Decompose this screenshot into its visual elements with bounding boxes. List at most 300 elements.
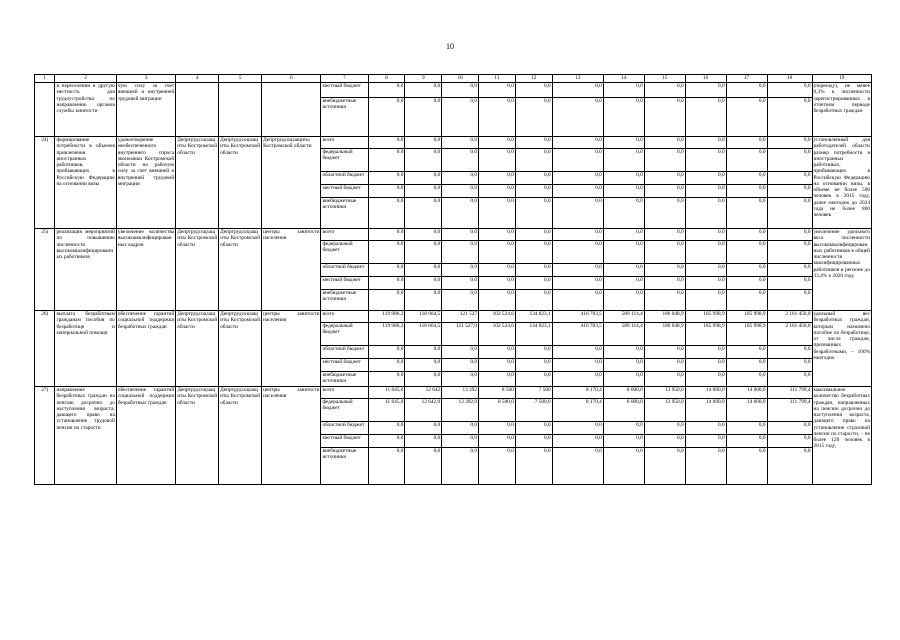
funding-value-cell: 0,0 bbox=[767, 435, 812, 448]
funding-value-cell: 121 527 bbox=[442, 311, 479, 323]
funding-value-cell: 13 950,0 bbox=[644, 387, 685, 399]
funding-value-cell: 0,0 bbox=[479, 198, 516, 229]
funding-value-cell: 0,0 bbox=[644, 448, 685, 485]
funding-value-cell: 0,0 bbox=[479, 229, 516, 241]
funding-value-cell: 0,0 bbox=[368, 198, 405, 229]
funding-value-cell: 0,0 bbox=[767, 98, 812, 137]
funding-source-cell: федеральный бюджет bbox=[321, 241, 368, 264]
executor-cell: центры занятости населения bbox=[262, 387, 321, 485]
funding-value-cell: 0,0 bbox=[767, 137, 812, 149]
funding-value-cell: 0,0 bbox=[515, 83, 552, 98]
funding-value-cell: 0,0 bbox=[515, 98, 552, 137]
funding-value-cell: 0,0 bbox=[405, 277, 442, 290]
funding-value-cell: 0,0 bbox=[644, 372, 685, 387]
funding-value-cell: 8 500,0 bbox=[479, 399, 516, 422]
executor-cell: Депртрудсоцзащиты Костромской области bbox=[262, 137, 321, 229]
column-number-cell: 12 bbox=[515, 75, 552, 83]
funding-source-cell: всего bbox=[321, 311, 368, 323]
funding-value-cell: 0,0 bbox=[442, 277, 479, 290]
item-number-cell: 26) bbox=[35, 311, 55, 387]
page-number: 10 bbox=[446, 42, 454, 51]
funding-value-cell: 0,0 bbox=[685, 290, 726, 311]
activity-name-cell: реализация мероприятий по повышению численности высококвалифицированных работников bbox=[55, 229, 116, 311]
funding-value-cell: 0,0 bbox=[767, 264, 812, 277]
funding-value-cell: 0,0 bbox=[726, 435, 767, 448]
funding-value-cell: 0,0 bbox=[603, 359, 644, 372]
funding-value-cell: 0,0 bbox=[767, 149, 812, 172]
funding-value-cell: 0,0 bbox=[515, 264, 552, 277]
funding-value-cell: 0,0 bbox=[368, 98, 405, 137]
funding-value-cell: 0,0 bbox=[405, 241, 442, 264]
expected-result-cell: (переезду), не менее 0,3% к численности зарегистрированных в отчетном периоде безработных граждан bbox=[812, 83, 871, 137]
funding-value-cell: 0,0 bbox=[603, 185, 644, 198]
funding-value-cell: 0,0 bbox=[644, 264, 685, 277]
funding-value-cell: 0,0 bbox=[685, 241, 726, 264]
funding-value-cell: 14 000,0 bbox=[685, 387, 726, 399]
funding-value-cell: 0,0 bbox=[515, 448, 552, 485]
funding-value-cell: 0,0 bbox=[644, 346, 685, 359]
activity-goal-cell: чую силу за счет внешней и внутренней трудовой миграции bbox=[116, 83, 175, 137]
funding-value-cell: 185 998,9 bbox=[685, 323, 726, 346]
column-number-cell: 7 bbox=[321, 75, 368, 83]
funding-value-cell: 11 645,0 bbox=[368, 399, 405, 422]
executor-cell: Депртрудсоцзащиты Костромской области bbox=[219, 387, 262, 485]
funding-value-cell: 0,0 bbox=[515, 372, 552, 387]
funding-value-cell: 119 986,2 bbox=[368, 323, 405, 346]
funding-source-cell: областной бюджет bbox=[321, 264, 368, 277]
funding-value-cell: 0,0 bbox=[767, 241, 812, 264]
funding-source-cell: внебюджетные источники bbox=[321, 98, 368, 137]
column-number-cell: 9 bbox=[405, 75, 442, 83]
funding-value-cell: 0,0 bbox=[405, 98, 442, 137]
funding-value-cell: 0,0 bbox=[726, 448, 767, 485]
funding-value-cell: 416 783,5 bbox=[552, 311, 603, 323]
funding-value-cell: 0,0 bbox=[405, 185, 442, 198]
column-number-cell: 8 bbox=[368, 75, 405, 83]
funding-value-cell: 0,0 bbox=[726, 198, 767, 229]
funding-value-cell: 0,0 bbox=[685, 372, 726, 387]
funding-value-cell: 0,0 bbox=[603, 448, 644, 485]
funding-value-cell: 2 161 450,0 bbox=[767, 323, 812, 346]
funding-value-cell: 0,0 bbox=[368, 290, 405, 311]
funding-value-cell: 102 524,6 bbox=[479, 323, 516, 346]
funding-value-cell: 0,0 bbox=[368, 448, 405, 485]
funding-source-cell: всего bbox=[321, 229, 368, 241]
funding-value-cell: 0,0 bbox=[644, 137, 685, 149]
funding-value-cell: 0,0 bbox=[603, 83, 644, 98]
funding-value-cell: 13 392,0 bbox=[442, 399, 479, 422]
funding-value-cell: 0,0 bbox=[726, 422, 767, 435]
funding-value-cell: 0,0 bbox=[442, 229, 479, 241]
funding-value-cell: 0,0 bbox=[442, 172, 479, 185]
funding-value-cell: 185 998,9 bbox=[685, 311, 726, 323]
funding-value-cell: 13 392 bbox=[442, 387, 479, 399]
funding-value-cell: 0,0 bbox=[685, 448, 726, 485]
funding-value-cell: 0,0 bbox=[767, 359, 812, 372]
funding-value-cell: 0,0 bbox=[368, 277, 405, 290]
funding-value-cell: 0,0 bbox=[552, 346, 603, 359]
funding-value-cell: 2 161 450,0 bbox=[767, 311, 812, 323]
funding-value-cell: 0,0 bbox=[644, 277, 685, 290]
funding-value-cell: 0,0 bbox=[442, 346, 479, 359]
column-number-cell: 13 bbox=[552, 75, 603, 83]
activity-name-cell: в переселении в другую местность для трудоустройства по направлению органов службы занятости bbox=[55, 83, 116, 137]
funding-value-cell: 0,0 bbox=[479, 346, 516, 359]
funding-value-cell: 134 823,1 bbox=[515, 311, 552, 323]
funding-value-cell: 0,0 bbox=[644, 290, 685, 311]
funding-source-cell: областной бюджет bbox=[321, 346, 368, 359]
funding-value-cell: 0,0 bbox=[552, 137, 603, 149]
funding-value-cell: 0,0 bbox=[368, 435, 405, 448]
funding-value-cell: 0,0 bbox=[552, 229, 603, 241]
funding-source-cell: внебюджетные источники bbox=[321, 198, 368, 229]
activity-goal-cell: обеспечение гарантий социальной поддержки безработных граждан bbox=[116, 311, 175, 387]
funding-value-cell: 0,0 bbox=[442, 83, 479, 98]
executor-cell: центры занятости населения bbox=[262, 229, 321, 311]
funding-value-cell: 0,0 bbox=[442, 241, 479, 264]
funding-value-cell: 0,0 bbox=[767, 372, 812, 387]
executor-cell: Депртрудсоцзащиты Костромской области bbox=[176, 229, 219, 311]
executor-cell bbox=[219, 83, 262, 137]
funding-value-cell: 0,0 bbox=[442, 149, 479, 172]
activity-name-cell: формирование потребности в объемов привлечения иностранных работников, прибывающих в Российскую Федерацию на основании визы bbox=[55, 137, 116, 229]
funding-source-cell: областной бюджет bbox=[321, 172, 368, 185]
column-number-cell: 1 bbox=[35, 75, 55, 83]
funding-value-cell: 0,0 bbox=[479, 241, 516, 264]
funding-value-cell: 0,0 bbox=[552, 241, 603, 264]
funding-value-cell: 0,0 bbox=[685, 359, 726, 372]
funding-value-cell: 0,0 bbox=[552, 264, 603, 277]
funding-value-cell: 0,0 bbox=[644, 149, 685, 172]
funding-value-cell: 0,0 bbox=[442, 264, 479, 277]
item-number-cell: 27) bbox=[35, 387, 55, 485]
executor-cell: Депртрудсоцзащиты Костромской области bbox=[219, 311, 262, 387]
funding-source-cell: местный бюджет bbox=[321, 185, 368, 198]
funding-value-cell: 12 642,0 bbox=[405, 399, 442, 422]
funding-value-cell: 0,0 bbox=[405, 198, 442, 229]
funding-source-cell: местный бюджет bbox=[321, 83, 368, 98]
funding-value-cell: 0,0 bbox=[685, 422, 726, 435]
funding-value-cell: 0,0 bbox=[644, 229, 685, 241]
executor-cell: Депртрудсоцзащиты Костромской области bbox=[219, 229, 262, 311]
funding-value-cell: 0,0 bbox=[685, 83, 726, 98]
funding-value-cell: 8 170,4 bbox=[552, 399, 603, 422]
funding-value-cell: 0,0 bbox=[442, 185, 479, 198]
funding-value-cell: 0,0 bbox=[405, 372, 442, 387]
funding-value-cell: 0,0 bbox=[726, 83, 767, 98]
executor-cell bbox=[176, 83, 219, 137]
funding-value-cell: 0,0 bbox=[726, 277, 767, 290]
funding-value-cell: 0,0 bbox=[644, 98, 685, 137]
item-number-cell bbox=[35, 83, 55, 137]
funding-value-cell: 0,0 bbox=[767, 229, 812, 241]
funding-value-cell: 0,0 bbox=[442, 290, 479, 311]
funding-source-cell: внебюджетные источники bbox=[321, 372, 368, 387]
funding-value-cell: 0,0 bbox=[603, 372, 644, 387]
funding-value-cell: 589 114,4 bbox=[603, 323, 644, 346]
funding-value-cell: 0,0 bbox=[552, 372, 603, 387]
funding-value-cell: 0,0 bbox=[368, 372, 405, 387]
funding-value-cell: 0,0 bbox=[603, 264, 644, 277]
funding-value-cell: 0,0 bbox=[552, 359, 603, 372]
column-number-cell: 14 bbox=[603, 75, 644, 83]
funding-value-cell: 0,0 bbox=[479, 422, 516, 435]
funding-value-cell: 0,0 bbox=[479, 137, 516, 149]
column-number-row bbox=[35, 75, 872, 83]
funding-value-cell: 0,0 bbox=[726, 290, 767, 311]
program-activities-table bbox=[34, 74, 872, 485]
funding-value-cell: 8 000,0 bbox=[603, 387, 644, 399]
expected-result-cell: установленный для работодателей области размер потребности в иностранных работниках, прибывающих в Российскую Федерацию на основании визы, в объеме не более 500 человек в 2015 году, далее ежегодно до 2024 года не более 800 человек bbox=[812, 137, 871, 229]
funding-value-cell: 0,0 bbox=[552, 83, 603, 98]
funding-value-cell: 0,0 bbox=[368, 149, 405, 172]
funding-value-cell: 0,0 bbox=[767, 290, 812, 311]
funding-value-cell: 0,0 bbox=[767, 83, 812, 98]
funding-value-cell: 8 000,0 bbox=[603, 399, 644, 422]
funding-value-cell: 0,0 bbox=[603, 149, 644, 172]
funding-value-cell: 0,0 bbox=[685, 435, 726, 448]
funding-value-cell: 0,0 bbox=[479, 172, 516, 185]
funding-value-cell: 0,0 bbox=[515, 198, 552, 229]
funding-value-cell: 0,0 bbox=[644, 422, 685, 435]
funding-value-cell: 0,0 bbox=[405, 172, 442, 185]
column-number-cell: 19 bbox=[812, 75, 871, 83]
funding-value-cell: 0,0 bbox=[552, 277, 603, 290]
funding-value-cell: 0,0 bbox=[726, 241, 767, 264]
funding-value-cell: 0,0 bbox=[552, 435, 603, 448]
funding-value-cell: 0,0 bbox=[767, 346, 812, 359]
executor-cell: центры занятости населения bbox=[262, 311, 321, 387]
funding-value-cell: 0,0 bbox=[767, 198, 812, 229]
funding-value-cell: 0,0 bbox=[368, 241, 405, 264]
executor-cell: Депртрудсоцзащиты Костромской области bbox=[176, 387, 219, 485]
funding-value-cell: 0,0 bbox=[479, 435, 516, 448]
funding-value-cell: 0,0 bbox=[442, 372, 479, 387]
item-number-cell: 24) bbox=[35, 137, 55, 229]
funding-value-cell: 0,0 bbox=[405, 137, 442, 149]
funding-value-cell: 111 799,4 bbox=[767, 399, 812, 422]
funding-value-cell: 0,0 bbox=[603, 198, 644, 229]
executor-cell bbox=[262, 83, 321, 137]
item-number-cell: 25) bbox=[35, 229, 55, 311]
funding-value-cell: 0,0 bbox=[603, 435, 644, 448]
funding-value-cell: 0,0 bbox=[515, 229, 552, 241]
funding-value-cell: 0,0 bbox=[603, 229, 644, 241]
column-number-cell: 11 bbox=[479, 75, 516, 83]
funding-value-cell: 0,0 bbox=[644, 172, 685, 185]
funding-value-cell: 0,0 bbox=[479, 264, 516, 277]
funding-value-cell: 0,0 bbox=[368, 185, 405, 198]
funding-source-cell: внебюджетные источники bbox=[321, 290, 368, 311]
column-number-cell: 15 bbox=[644, 75, 685, 83]
funding-value-cell: 186 048,9 bbox=[644, 311, 685, 323]
funding-value-cell: 0,0 bbox=[685, 229, 726, 241]
funding-value-cell: 0,0 bbox=[442, 98, 479, 137]
expected-result-cell: максимальное количество безработных граждан, направленных на пенсию досрочно до наступления возраста, дающего право на установление страховой пенсии по старости, – не более 120 человек в 2015 году, bbox=[812, 387, 871, 485]
funding-value-cell: 0,0 bbox=[405, 346, 442, 359]
funding-value-cell: 0,0 bbox=[685, 172, 726, 185]
funding-value-cell: 0,0 bbox=[685, 185, 726, 198]
funding-value-cell: 0,0 bbox=[405, 290, 442, 311]
column-number-cell: 4 bbox=[176, 75, 219, 83]
executor-cell: Депртрудсоцзащиты Костромской области bbox=[219, 137, 262, 229]
funding-value-cell: 0,0 bbox=[767, 172, 812, 185]
funding-value-cell: 13 950,0 bbox=[644, 399, 685, 422]
funding-value-cell: 111 799,4 bbox=[767, 387, 812, 399]
funding-value-cell: 0,0 bbox=[479, 372, 516, 387]
funding-value-cell: 0,0 bbox=[515, 277, 552, 290]
funding-value-cell: 11 645,0 bbox=[368, 387, 405, 399]
executor-cell: Депртрудсоцзащиты Костромской области bbox=[176, 311, 219, 387]
funding-value-cell: 0,0 bbox=[552, 290, 603, 311]
funding-value-cell: 0,0 bbox=[515, 241, 552, 264]
funding-value-cell: 0,0 bbox=[726, 185, 767, 198]
funding-value-cell: 0,0 bbox=[515, 137, 552, 149]
funding-value-cell: 185 998,9 bbox=[726, 323, 767, 346]
funding-value-cell: 0,0 bbox=[515, 346, 552, 359]
funding-value-cell: 416 783,5 bbox=[552, 323, 603, 346]
funding-value-cell: 14 000,0 bbox=[726, 387, 767, 399]
funding-value-cell: 0,0 bbox=[368, 83, 405, 98]
table-row bbox=[35, 229, 872, 241]
funding-value-cell: 0,0 bbox=[552, 185, 603, 198]
funding-value-cell: 0,0 bbox=[726, 346, 767, 359]
funding-value-cell: 0,0 bbox=[405, 83, 442, 98]
funding-value-cell: 0,0 bbox=[685, 98, 726, 137]
funding-value-cell: 0,0 bbox=[442, 422, 479, 435]
funding-value-cell: 0,0 bbox=[603, 137, 644, 149]
funding-value-cell: 0,0 bbox=[515, 290, 552, 311]
funding-value-cell: 0,0 bbox=[479, 98, 516, 137]
funding-value-cell: 0,0 bbox=[552, 198, 603, 229]
funding-value-cell: 0,0 bbox=[405, 264, 442, 277]
funding-value-cell: 0,0 bbox=[685, 346, 726, 359]
funding-value-cell: 0,0 bbox=[603, 346, 644, 359]
funding-source-cell: местный бюджет bbox=[321, 277, 368, 290]
funding-value-cell: 0,0 bbox=[552, 98, 603, 137]
funding-value-cell: 0,0 bbox=[767, 448, 812, 485]
funding-value-cell: 0,0 bbox=[515, 185, 552, 198]
funding-source-cell: областной бюджет bbox=[321, 422, 368, 435]
funding-value-cell: 0,0 bbox=[644, 241, 685, 264]
funding-source-cell: федеральный бюджет bbox=[321, 399, 368, 422]
funding-value-cell: 102 524,6 bbox=[479, 311, 516, 323]
funding-value-cell: 0,0 bbox=[644, 359, 685, 372]
funding-value-cell: 0,0 bbox=[552, 172, 603, 185]
funding-value-cell: 0,0 bbox=[368, 264, 405, 277]
activity-name-cell: выплата безработным гражданам пособия по безработице и материальной помощи bbox=[55, 311, 116, 387]
column-number-cell: 5 bbox=[219, 75, 262, 83]
funding-value-cell: 118 664,5 bbox=[405, 323, 442, 346]
funding-value-cell: 0,0 bbox=[726, 372, 767, 387]
funding-source-cell: всего bbox=[321, 137, 368, 149]
funding-value-cell: 0,0 bbox=[685, 149, 726, 172]
activity-goal-cell: увеличение количества высококвалифицированных кадров bbox=[116, 229, 175, 311]
funding-value-cell: 0,0 bbox=[442, 198, 479, 229]
column-number-cell: 16 bbox=[685, 75, 726, 83]
funding-value-cell: 0,0 bbox=[603, 241, 644, 264]
funding-value-cell: 0,0 bbox=[515, 359, 552, 372]
column-number-cell: 3 bbox=[116, 75, 175, 83]
funding-value-cell: 0,0 bbox=[644, 185, 685, 198]
funding-value-cell: 0,0 bbox=[368, 229, 405, 241]
funding-value-cell: 0,0 bbox=[479, 448, 516, 485]
funding-value-cell: 0,0 bbox=[368, 346, 405, 359]
funding-value-cell: 0,0 bbox=[726, 149, 767, 172]
column-number-cell: 10 bbox=[442, 75, 479, 83]
funding-value-cell: 0,0 bbox=[515, 422, 552, 435]
funding-value-cell: 0,0 bbox=[603, 277, 644, 290]
funding-value-cell: 119 986,2 bbox=[368, 311, 405, 323]
funding-value-cell: 0,0 bbox=[767, 277, 812, 290]
funding-value-cell: 0,0 bbox=[405, 149, 442, 172]
funding-value-cell: 0,0 bbox=[726, 229, 767, 241]
funding-value-cell: 186 048,9 bbox=[644, 323, 685, 346]
funding-value-cell: 0,0 bbox=[405, 435, 442, 448]
funding-value-cell: 0,0 bbox=[479, 185, 516, 198]
funding-value-cell: 0,0 bbox=[767, 422, 812, 435]
funding-value-cell: 0,0 bbox=[603, 172, 644, 185]
funding-value-cell: 0,0 bbox=[685, 137, 726, 149]
funding-value-cell: 0,0 bbox=[767, 185, 812, 198]
funding-value-cell: 185 998,9 bbox=[726, 311, 767, 323]
funding-value-cell: 0,0 bbox=[442, 448, 479, 485]
funding-value-cell: 0,0 bbox=[442, 359, 479, 372]
funding-value-cell: 121 527,0 bbox=[442, 323, 479, 346]
funding-value-cell: 0,0 bbox=[442, 137, 479, 149]
funding-value-cell: 0,0 bbox=[515, 435, 552, 448]
activity-goal-cell: обеспечение гарантий социальной поддержки безработных граждан bbox=[116, 387, 175, 485]
funding-value-cell: 7 500,0 bbox=[515, 399, 552, 422]
activity-goal-cell: удовлетворение необеспеченного внутреннего спроса экономики Костромской области на рабочую силу за счет внешней и внутренней трудовой миграции bbox=[116, 137, 175, 229]
column-number-cell: 17 bbox=[726, 75, 767, 83]
funding-source-cell: федеральный бюджет bbox=[321, 149, 368, 172]
funding-value-cell: 0,0 bbox=[685, 198, 726, 229]
funding-value-cell: 0,0 bbox=[515, 149, 552, 172]
funding-value-cell: 0,0 bbox=[726, 172, 767, 185]
funding-value-cell: 589 114,4 bbox=[603, 311, 644, 323]
funding-source-cell: внебюджетные источники bbox=[321, 448, 368, 485]
funding-value-cell: 118 664,5 bbox=[405, 311, 442, 323]
activity-name-cell: направление безработных граждан на пенсию досрочно до наступления возраста, дающего право на установление трудовой пенсии по старости bbox=[55, 387, 116, 485]
expected-result-cell: увеличение удельного веса численности высококвалифицированных работников в общей численности квалифицированных работников в регионе до 33,4% к 2020 году bbox=[812, 229, 871, 311]
funding-value-cell: 0,0 bbox=[515, 172, 552, 185]
table-row bbox=[35, 387, 872, 399]
funding-value-cell: 0,0 bbox=[552, 149, 603, 172]
funding-value-cell: 0,0 bbox=[644, 198, 685, 229]
funding-value-cell: 0,0 bbox=[405, 422, 442, 435]
funding-source-cell: местный бюджет bbox=[321, 359, 368, 372]
funding-value-cell: 8 500 bbox=[479, 387, 516, 399]
expected-result-cell: удельный вес безработных граждан, которым назначено пособие по безработице, от числа граждан, признанных безработными, – 100% ежегодно bbox=[812, 311, 871, 387]
funding-source-cell: местный бюджет bbox=[321, 435, 368, 448]
executor-cell: Депртрудсоцзащиты Костромской области bbox=[176, 137, 219, 229]
funding-value-cell: 8 170,4 bbox=[552, 387, 603, 399]
funding-value-cell: 0,0 bbox=[405, 448, 442, 485]
funding-value-cell: 0,0 bbox=[603, 98, 644, 137]
funding-value-cell: 0,0 bbox=[685, 277, 726, 290]
funding-value-cell: 0,0 bbox=[644, 83, 685, 98]
funding-value-cell: 14 000,0 bbox=[685, 399, 726, 422]
column-number-cell: 18 bbox=[767, 75, 812, 83]
column-number-cell: 6 bbox=[262, 75, 321, 83]
funding-value-cell: 0,0 bbox=[368, 137, 405, 149]
funding-value-cell: 0,0 bbox=[442, 435, 479, 448]
table-row bbox=[35, 137, 872, 149]
funding-value-cell: 0,0 bbox=[479, 149, 516, 172]
funding-value-cell: 0,0 bbox=[479, 277, 516, 290]
funding-value-cell: 0,0 bbox=[603, 422, 644, 435]
